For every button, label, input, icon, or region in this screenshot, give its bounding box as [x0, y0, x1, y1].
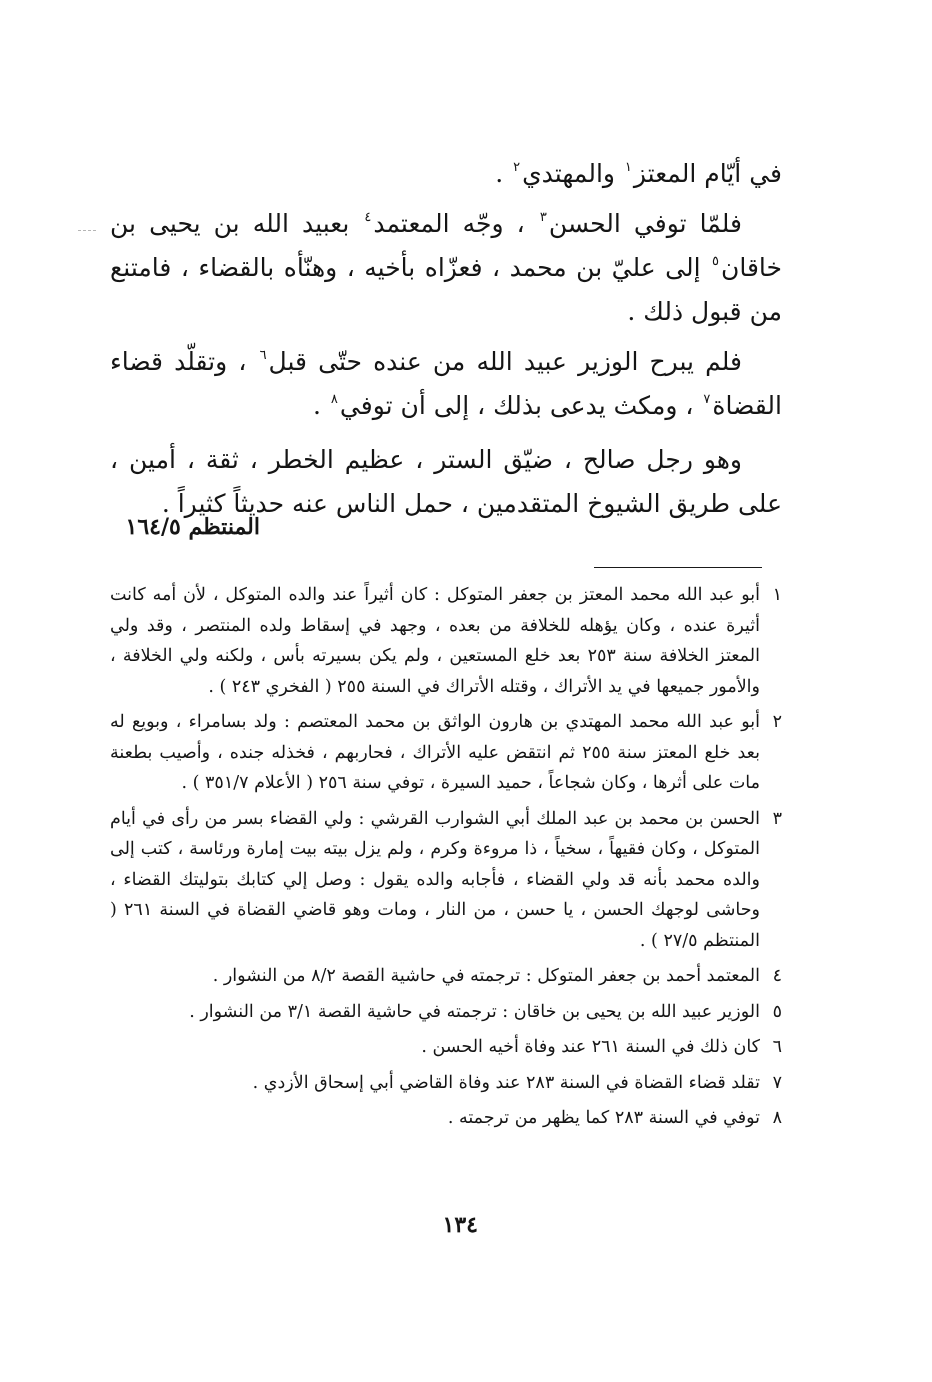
footnote-1 — [110, 580, 782, 702]
footnote-5 — [110, 997, 782, 1028]
footnote-number: ٣ — [772, 808, 782, 829]
footnote-number: ٢ — [772, 712, 782, 732]
footnote-ref-4[interactable]: ٤ — [364, 210, 372, 225]
footnote-3 — [110, 804, 782, 957]
footnote-ref-3[interactable]: ٣ — [539, 210, 547, 225]
footnote-number: ٦ — [772, 1037, 782, 1057]
footnote-text: الحسن بن محمد بن عبد الملك أبي الشوارب القرشي : ولي القضاء بسر من رأى في أيام المتوكل ، وكان فقيهاً ، سخياً ، ذا مروءة وكرم ، ولم يزل بيته بيت إمارة ورئاسة ، كتب إلى والده محمد بأنه قد ولي القضاء ، فأجابه والده يقول : وصل إلي كتابك بتوليتك القضاء ، وحاشى لوجهك الحسن ، يا حسن ، من النار ، ومات وهو قاضي القضاة في السنة ٢٦١ ( المنتظم ٢٧/٥ ) . — [110, 808, 760, 951]
paragraph-4: وهو رجل صالح ، ضيّق الستر ، عظيم الخطر ، ثقة ، أمين ، على طريق الشيوخ المتقدمين ، حمل الناس عنه حديثاً كثيراً . — [110, 445, 782, 518]
footnote-ref-8[interactable]: ٨ — [330, 392, 338, 407]
footnote-text: توفي في السنة ٢٨٣ كما يظهر من ترجمته . — [447, 1108, 760, 1128]
footnote-6 — [110, 1032, 782, 1063]
footnote-7 — [110, 1068, 782, 1099]
footnotes — [110, 580, 782, 1139]
footnote-text: الوزير عبيد الله بن يحيى بن خاقان : ترجمته في حاشية القصة ٣/١ من النشوار . — [189, 1001, 760, 1022]
footnote-number: ١ — [772, 585, 782, 605]
footnote-8 — [110, 1103, 782, 1134]
footnote-ref-1[interactable]: ١ — [624, 160, 632, 175]
footnote-text: أبو عبد الله محمد المعتز بن جعفر المتوكل : كان أثيراً عند والده المتوكل ، لأن أمه كانت أثيرة عنده ، وكان يؤهله للخلافة من بعده ، وجهد في إسقاط ولده المنتصر ، وقد ولي المعتز الخلافة سنة ٢٥٣ بعد خلع المستعين ، ولم يكن بسيرته بأس ، ولكنه ولي الخلافة ، والأمور جميعها في يد الأتراك ، وقتله الأتراك في السنة ٢٥٥ ( الفخري ٢٤٣ ) . — [110, 585, 760, 697]
paragraph-3: فلم يبرح الوزير عبيد الله من عنده حتّى قبل$^٦$ ، وتقلّد قضاء القضاة$^٧$ ، ومكث يدعى بذلك ، إلى أن توفي$^٨$ . — [110, 347, 782, 420]
footnote-ref-5[interactable]: ٥ — [712, 254, 719, 269]
footnote-divider — [594, 567, 762, 568]
scan-artifact — [78, 230, 96, 231]
footnote-text: أبو عبد الله محمد المهتدي بن هارون الواثق بن محمد المعتصم : ولد بسامراء ، وبويع له بعد خلع المعتز سنة ٢٥٥ ثم انتقض عليه الأتراك ، فحاربهم ، فخذله جنده ، وأصيب بطعنة مات على أثرها ، وكان شجاعاً ، حميد السيرة ، توفي سنة ٢٥٦ ( الأعلام ٣٥١/٧ ) . — [110, 712, 760, 793]
footnote-ref-2[interactable]: ٢ — [513, 160, 521, 175]
main-text — [110, 152, 782, 526]
footnote-2 — [110, 707, 782, 799]
footnote-text: كان ذلك في السنة ٢٦١ عند وفاة أخيه الحسن . — [421, 1037, 760, 1057]
page-number: ١٣٤ — [442, 1212, 478, 1238]
footnote-ref-7[interactable]: ٧ — [703, 392, 711, 407]
footnote-number: ٨ — [772, 1108, 782, 1128]
paragraph-1: في أيّام المعتز$^١$ والمهتدي$^٢$ . — [495, 159, 782, 188]
footnote-number: ٤ — [772, 966, 782, 986]
source-reference: المنتظم ١٦٤/٥ — [125, 514, 260, 540]
footnote-number: ٧ — [772, 1072, 782, 1093]
footnote-4 — [110, 961, 782, 992]
footnote-text: المعتمد أحمد بن جعفر المتوكل : ترجمته في حاشية القصة ٨/٢ من النشوار . — [212, 966, 760, 986]
footnote-number: ٥ — [772, 1001, 782, 1022]
paragraph-2: فلمّا توفي الحسن$^٣$ ، وجّه المعتمد$^٤$ بعبيد الله بن يحيى بن خاقان$^٥$ إلى عليّ بن محمد ، فعزّاه بأخيه ، وهنّأه بالقضاء ، فامتنع من قبول ذلك . — [110, 209, 782, 326]
footnote-ref-6[interactable]: ٦ — [259, 348, 267, 363]
footnote-text: تقلد قضاء القضاة في السنة ٢٨٣ عند وفاة القاضي أبي إسحاق الأزدي . — [252, 1072, 760, 1093]
